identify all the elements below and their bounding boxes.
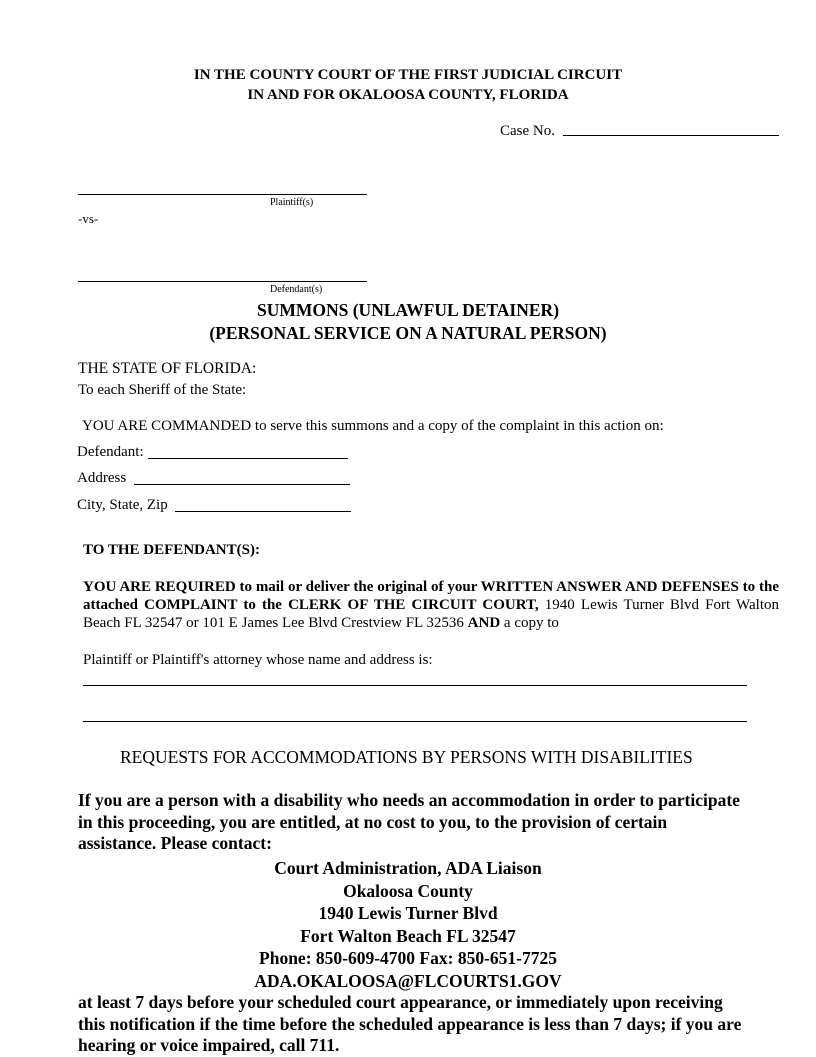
ada-contact-county: Okaloosa County [343, 881, 473, 901]
clerk-address: 1940 Lewis Turner Blvd Fort Walton Beach FL 32547 or 101 E James Lee Blvd Crestview FL 32536 [83, 597, 779, 631]
case-no-label: Case No. [500, 123, 555, 139]
attorney-line-2[interactable] [83, 721, 747, 722]
ada-contact-phone: Phone: 850-609-4700 Fax: 850-651-7725 [259, 948, 557, 968]
ada-contact-email[interactable]: ADA.OKALOOSA@FLCOURTS1.GOV [254, 971, 562, 991]
ada-contact-city: Fort Walton Beach FL 32547 [300, 926, 516, 946]
case-no-field[interactable] [563, 135, 779, 136]
state-line: THE STATE OF FLORIDA: [78, 360, 257, 377]
address-label: Address [77, 470, 127, 486]
ada-intro: If you are a person with a disability who needs an accommodation in order to participate in this proceeding, you are entitled, at no cost to you, to the provision of certain assistance. Please contact: [78, 790, 740, 853]
to-defendant-heading: TO THE DEFENDANT(S): [83, 542, 260, 558]
document-title-line1: SUMMONS (UNLAWFUL DETAINER) [256, 300, 560, 320]
ada-closing: at least 7 days before your scheduled court appearance, or immediately upon receiving this notification if the time before the scheduled appearance is less than 7 days; if you are hearing or voice impaired, call 711. [78, 992, 742, 1055]
defendant-name-field[interactable] [78, 281, 367, 282]
defendant-label: Defendant(s) [270, 284, 323, 295]
city-state-zip-label: City, State, Zip [77, 497, 168, 513]
address-field[interactable] [134, 484, 350, 485]
ada-heading: REQUESTS FOR ACCOMMODATIONS BY PERSONS WITH DISABILITIES [120, 747, 693, 767]
court-heading-line1: IN THE COUNTY COURT OF THE FIRST JUDICIAL CIRCUIT [193, 67, 623, 83]
versus-label: -vs- [78, 211, 99, 226]
ada-contact-office: Court Administration, ADA Liaison [274, 858, 542, 878]
attorney-prompt: Plaintiff or Plaintiff's attorney whose name and address is: [83, 652, 433, 668]
required-paragraph-bold: YOU ARE REQUIRED to mail or deliver the original of your WRITTEN ANSWER AND DEFENSES to the attached COMPLAINT to the CLERK OF THE CIRCUIT COURT, [83, 579, 779, 613]
command-text: YOU ARE COMMANDED to serve this summons and a copy of the complaint in this action on: [82, 418, 664, 434]
court-heading-line2: IN AND FOR OKALOOSA COUNTY, FLORIDA [247, 87, 569, 103]
document-title-line2: (PERSONAL SERVICE ON A NATURAL PERSON) [209, 323, 607, 343]
plaintiff-name-field[interactable] [78, 194, 367, 195]
ada-contact-street: 1940 Lewis Turner Blvd [318, 903, 498, 923]
attorney-line-1[interactable] [83, 685, 747, 686]
and-word: AND [467, 615, 501, 631]
plaintiff-label: Plaintiff(s) [270, 197, 314, 208]
served-defendant-field[interactable] [148, 458, 348, 459]
copy-to-text: a copy to [500, 615, 559, 631]
required-paragraph [83, 578, 779, 632]
city-state-zip-field[interactable] [175, 511, 351, 512]
served-defendant-label: Defendant: [77, 444, 144, 460]
sheriff-line: To each Sheriff of the State: [78, 382, 247, 398]
